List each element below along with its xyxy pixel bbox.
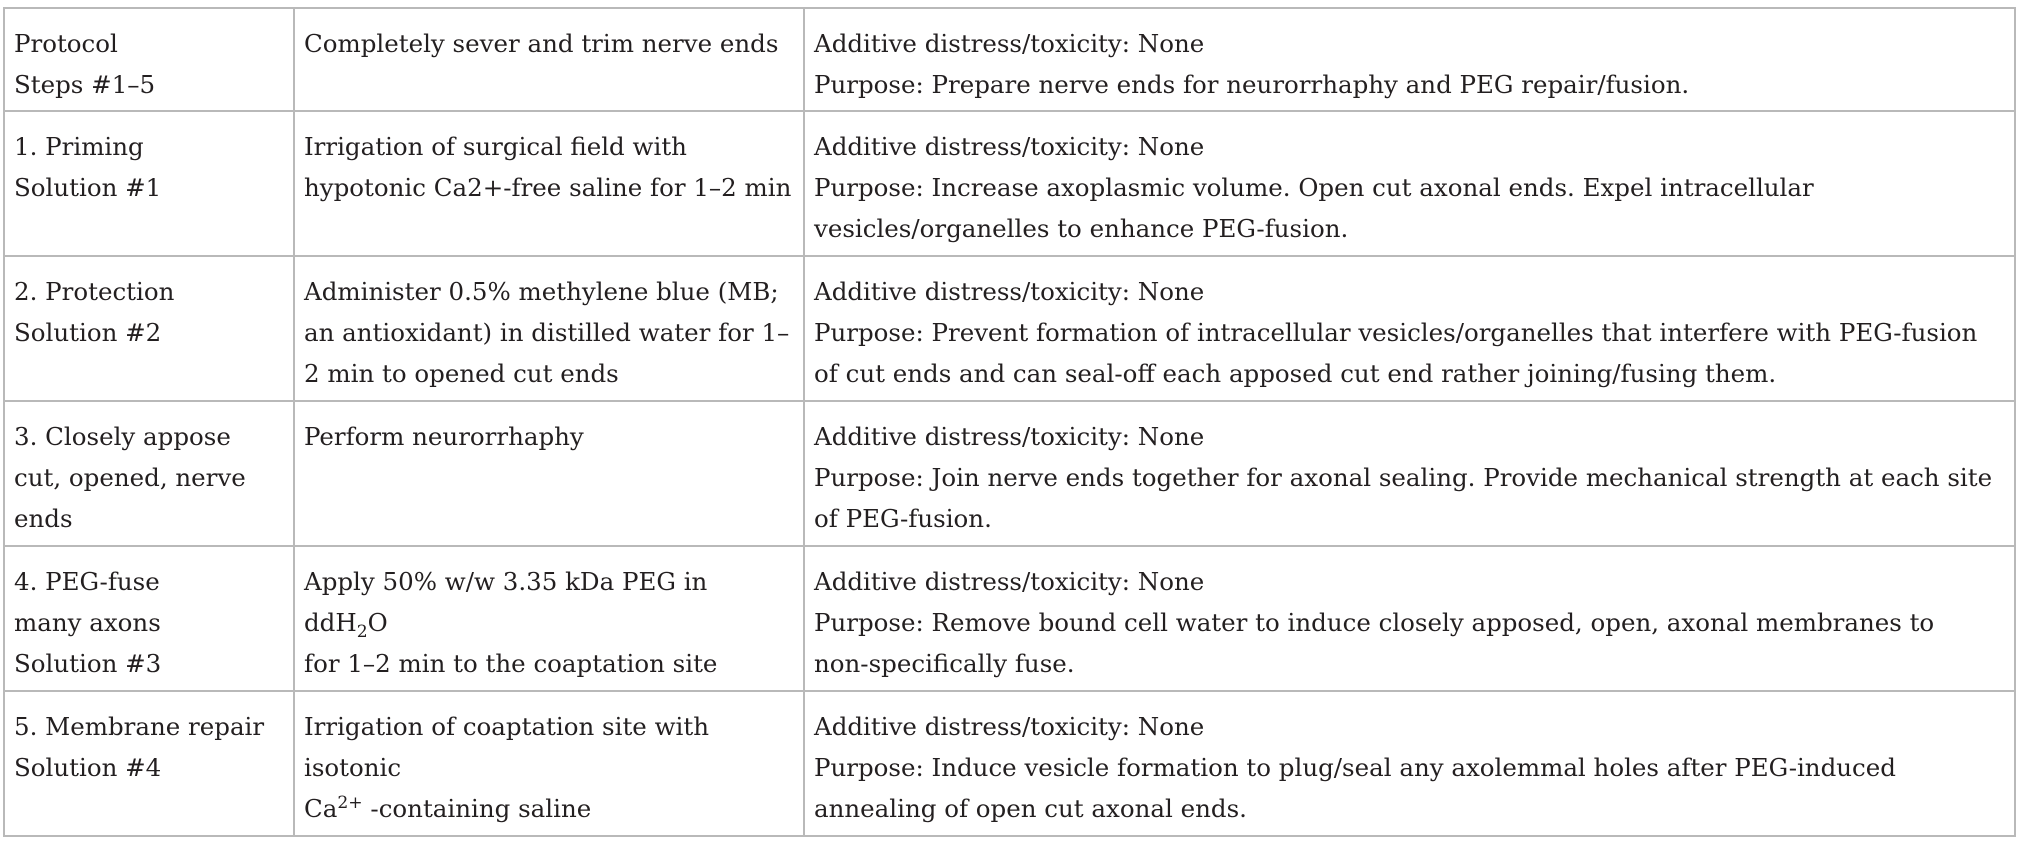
table-row <box>4 546 2015 691</box>
action-line: for 1–2 min to the coaptation site <box>304 649 718 679</box>
protocol-table <box>3 7 2016 837</box>
action-text: Ca <box>304 794 338 824</box>
action-text: -containing saline <box>362 794 592 824</box>
purpose-text: Purpose: Remove bound cell water to induce closely apposed, open, axonal membranes to non-specifically fuse. <box>814 608 1935 679</box>
action-cell: Completely sever and trim nerve ends <box>294 8 804 111</box>
action-cell <box>294 691 804 836</box>
table-row <box>4 691 2015 836</box>
purpose-text: Purpose: Induce vesicle formation to plug/seal any axolemmal holes after PEG-induced annealing of open cut axonal ends. <box>814 753 1896 824</box>
step-cell: 1. Priming Solution #1 <box>4 111 294 256</box>
purpose-text: Purpose: Prepare nerve ends for neurorrhaphy and PEG repair/fusion. <box>814 70 1690 99</box>
subscript-2: 2 <box>356 622 368 643</box>
step-cell: 2. Protection Solution #2 <box>4 256 294 401</box>
action-cell: Administer 0.5% methylene blue (MB; an antioxidant) in distilled water for 1–2 min to opened cut ends <box>294 256 804 401</box>
table-row <box>4 401 2015 546</box>
action-text: Apply 50% w/w 3.35 kDa PEG in ddH <box>304 567 708 638</box>
distress-text: Additive distress/toxicity: None <box>814 277 1205 307</box>
purpose-text: Purpose: Join nerve ends together for axonal sealing. Provide mechanical strength at each site of PEG-fusion. <box>814 463 1993 534</box>
action-cell: Irrigation of surgical field with hypotonic Ca2+-free saline for 1–2 min <box>294 111 804 256</box>
step-cell: 4. PEG-fuse many axons Solution #3 <box>4 546 294 691</box>
table-row <box>4 8 2015 111</box>
purpose-text: Purpose: Prevent formation of intracellular vesicles/organelles that interfere with PEG-fusion of cut ends and can seal-off each apposed cut end rather joining/fusing them. <box>814 318 1978 389</box>
purpose-text: Purpose: Increase axoplasmic volume. Open cut axonal ends. Expel intracellular vesicles/organelles to enhance PEG-fusion. <box>814 173 1814 244</box>
action-text: O <box>367 608 388 638</box>
details-cell <box>804 401 2015 546</box>
step-cell: Protocol Steps #1–5 <box>4 8 294 111</box>
details-cell <box>804 8 2015 111</box>
action-cell: Perform neurorrhaphy <box>294 401 804 546</box>
action-line <box>304 561 795 643</box>
table-row <box>4 111 2015 256</box>
step-cell: 5. Membrane repair Solution #4 <box>4 691 294 836</box>
superscript-2plus: 2+ <box>337 792 363 813</box>
distress-text: Additive distress/toxicity: None <box>814 132 1205 162</box>
distress-text: Additive distress/toxicity: None <box>814 29 1205 58</box>
action-line <box>304 788 795 829</box>
details-cell <box>804 546 2015 691</box>
step-cell: 3. Closely appose cut, opened, nerve ends <box>4 401 294 546</box>
details-cell <box>804 691 2015 836</box>
details-cell <box>804 111 2015 256</box>
details-cell <box>804 256 2015 401</box>
distress-text: Additive distress/toxicity: None <box>814 422 1205 452</box>
action-cell <box>294 546 804 691</box>
distress-text: Additive distress/toxicity: None <box>814 712 1205 742</box>
table-row <box>4 256 2015 401</box>
distress-text: Additive distress/toxicity: None <box>814 567 1205 597</box>
action-line: Irrigation of coaptation site with isotonic <box>304 712 710 783</box>
